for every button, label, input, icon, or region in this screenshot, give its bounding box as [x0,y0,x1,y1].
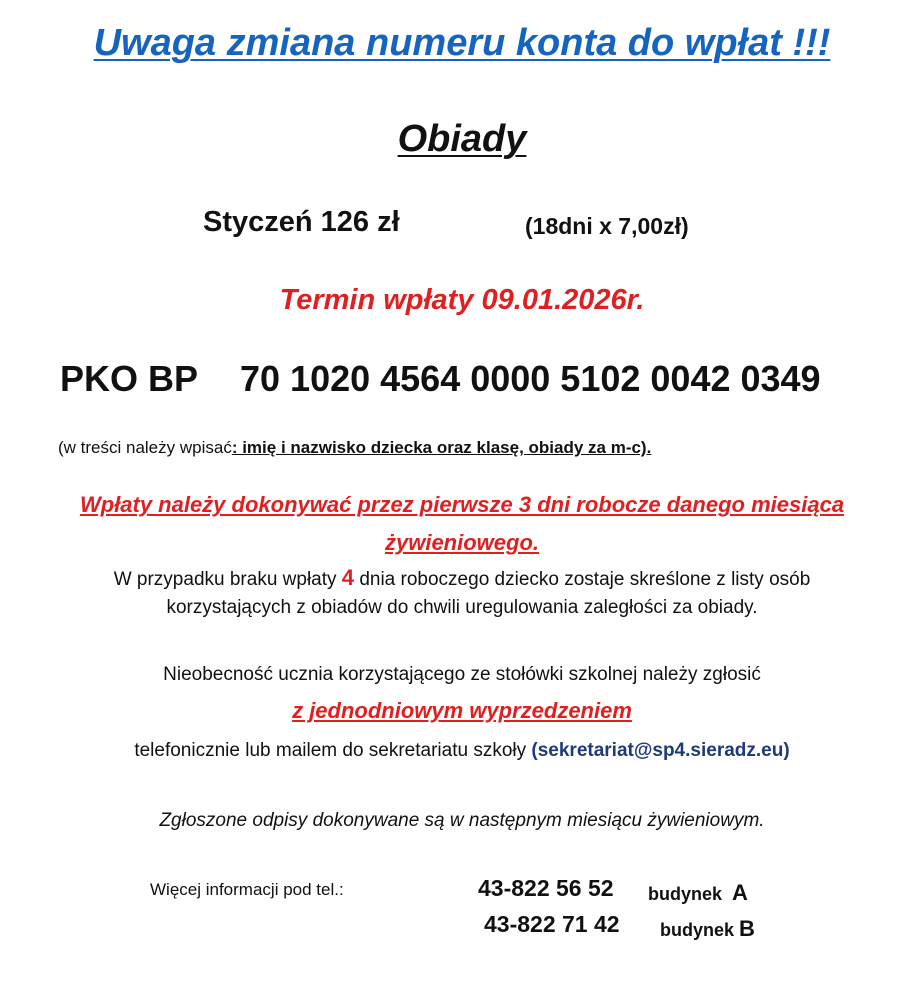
absence-contact-line [0,740,924,762]
absence-contact-prefix: telefonicznie lub mailem do sekretariatu szkoły [134,740,532,761]
payment-warning-line2: żywieniowego. [384,530,540,555]
building-letter: B [739,916,755,941]
price-calculation: (18dni x 7,00zł) [525,213,689,239]
deductions-note: Zgłoszone odpisy dokonywane są w następnym miesiącu żywieniowym. [159,810,765,831]
payment-warning-line1: Wpłaty należy dokonywać przez pierwsze 3 dni robocze danego miesiąca [79,492,845,517]
bank-name: PKO BP [60,358,199,399]
absence-line1: Nieobecność ucznia korzystającego ze stołówki szkolnej należy zgłosić [163,664,761,685]
building-letter: A [732,880,748,905]
payment-deadline: Termin wpłaty 09.01.2026r. [279,284,645,316]
absence-advance-notice: z jednodniowym wyprzedzeniem [292,698,632,723]
phone-building-b: 43-822 71 42 [484,911,620,937]
section-title: Obiady [397,118,527,160]
non-payment-after: dnia roboczego dziecko zostaje skreślone z listy osób [354,569,811,590]
contact-label: Więcej informacji pod tel.: [150,880,344,899]
non-payment-before: W przypadku braku wpłaty [113,569,342,590]
month-amount: Styczeń 126 zł [203,206,400,238]
transfer-title-note [58,438,651,458]
building-word: budynek [660,920,735,940]
non-payment-line1 [0,565,924,591]
building-word: budynek [648,884,723,904]
note-prefix: (w treści należy wpisać [58,438,232,457]
account-number: 70 1020 4564 0000 5102 0042 0349 [240,358,821,399]
page-headline: Uwaga zmiana numeru konta do wpłat !!! [93,22,831,64]
non-payment-line2: korzystających z obiadów do chwili uregulowania zaległości za obiady. [166,597,758,618]
building-b-label [660,916,755,942]
note-emphasis: : imię i nazwisko dziecka oraz klasę, obiady za m-c). [231,438,652,457]
building-a-label [648,880,748,906]
non-payment-day: 4 [341,565,355,590]
school-email: (sekretariat@sp4.sieradz.eu) [531,740,790,761]
phone-building-a: 43-822 56 52 [478,875,614,901]
